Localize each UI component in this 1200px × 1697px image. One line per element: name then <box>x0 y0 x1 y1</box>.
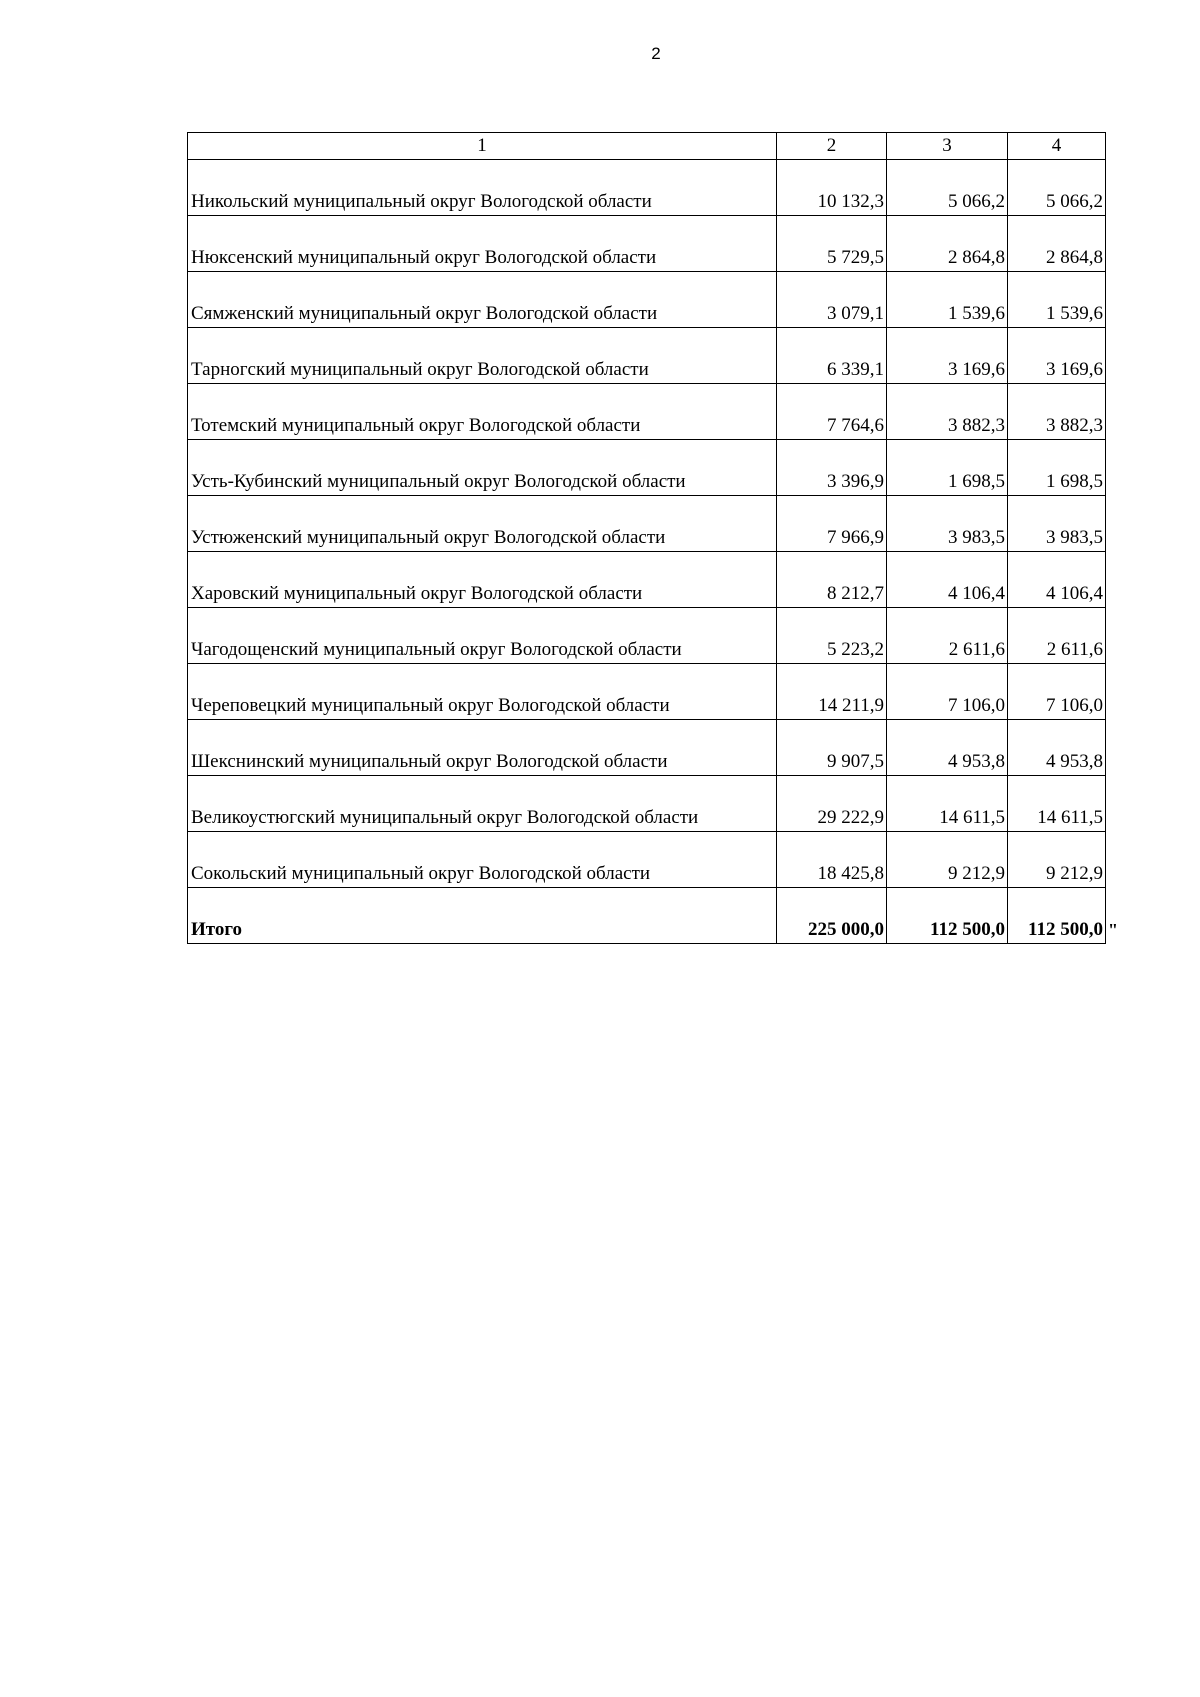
amount-col-3: 5 066,2 <box>887 160 1008 216</box>
allocation-table-container <box>187 132 1106 944</box>
table-row <box>188 664 1106 720</box>
district-name: Харовский муниципальный округ Вологодской области <box>188 552 777 608</box>
amount-col-4: 3 983,5 <box>1008 496 1106 552</box>
amount-col-3: 2 611,6 <box>887 608 1008 664</box>
amount-col-4: 5 066,2 <box>1008 160 1106 216</box>
amount-col-2: 18 425,8 <box>777 832 887 888</box>
amount-col-2: 5 223,2 <box>777 608 887 664</box>
amount-col-4: 4 106,4 <box>1008 552 1106 608</box>
amount-col-3: 1 698,5 <box>887 440 1008 496</box>
district-name: Тарногский муниципальный округ Вологодской области <box>188 328 777 384</box>
allocation-table <box>187 132 1106 944</box>
district-name: Устюженский муниципальный округ Вологодской области <box>188 496 777 552</box>
table-row <box>188 216 1106 272</box>
amount-col-3: 3 882,3 <box>887 384 1008 440</box>
amount-col-4: 7 106,0 <box>1008 664 1106 720</box>
district-name: Нюксенский муниципальный округ Вологодской области <box>188 216 777 272</box>
table-row <box>188 720 1106 776</box>
amount-col-3: 14 611,5 <box>887 776 1008 832</box>
total-col-3: 112 500,0 <box>887 888 1008 944</box>
total-row <box>188 888 1106 944</box>
table-row <box>188 552 1106 608</box>
column-header-1: 1 <box>188 133 777 160</box>
table-row <box>188 384 1106 440</box>
column-header-3: 3 <box>887 133 1008 160</box>
column-header-2: 2 <box>777 133 887 160</box>
amount-col-3: 4 953,8 <box>887 720 1008 776</box>
amount-col-2: 6 339,1 <box>777 328 887 384</box>
district-name: Тотемский муниципальный округ Вологодской области <box>188 384 777 440</box>
amount-col-2: 3 396,9 <box>777 440 887 496</box>
amount-col-4: 1 698,5 <box>1008 440 1106 496</box>
amount-col-3: 9 212,9 <box>887 832 1008 888</box>
table-row <box>188 832 1106 888</box>
amount-col-4: 14 611,5 <box>1008 776 1106 832</box>
amount-col-4: 4 953,8 <box>1008 720 1106 776</box>
table-row <box>188 776 1106 832</box>
table-row <box>188 496 1106 552</box>
amount-col-2: 3 079,1 <box>777 272 887 328</box>
amount-col-2: 7 966,9 <box>777 496 887 552</box>
amount-col-2: 14 211,9 <box>777 664 887 720</box>
district-name: Череповецкий муниципальный округ Вологодской области <box>188 664 777 720</box>
closing-quote-mark: " <box>1108 920 1118 940</box>
amount-col-2: 10 132,3 <box>777 160 887 216</box>
table-row <box>188 272 1106 328</box>
amount-col-2: 7 764,6 <box>777 384 887 440</box>
total-col-4: 112 500,0 <box>1008 888 1106 944</box>
column-header-4: 4 <box>1008 133 1106 160</box>
amount-col-3: 7 106,0 <box>887 664 1008 720</box>
amount-col-3: 3 983,5 <box>887 496 1008 552</box>
district-name: Сямженский муниципальный округ Вологодской области <box>188 272 777 328</box>
district-name: Никольский муниципальный округ Вологодской области <box>188 160 777 216</box>
amount-col-2: 29 222,9 <box>777 776 887 832</box>
amount-col-4: 1 539,6 <box>1008 272 1106 328</box>
amount-col-3: 2 864,8 <box>887 216 1008 272</box>
table-row <box>188 160 1106 216</box>
amount-col-3: 4 106,4 <box>887 552 1008 608</box>
amount-col-4: 2 864,8 <box>1008 216 1106 272</box>
total-label: Итого <box>188 888 777 944</box>
amount-col-2: 9 907,5 <box>777 720 887 776</box>
amount-col-4: 9 212,9 <box>1008 832 1106 888</box>
amount-col-4: 3 882,3 <box>1008 384 1106 440</box>
total-col-2: 225 000,0 <box>777 888 887 944</box>
district-name: Шекснинский муниципальный округ Вологодской области <box>188 720 777 776</box>
district-name: Чагодощенский муниципальный округ Вологодской области <box>188 608 777 664</box>
amount-col-4: 3 169,6 <box>1008 328 1106 384</box>
table-row <box>188 328 1106 384</box>
amount-col-3: 1 539,6 <box>887 272 1008 328</box>
district-name: Великоустюгский муниципальный округ Вологодской области <box>188 776 777 832</box>
table-row <box>188 608 1106 664</box>
amount-col-2: 5 729,5 <box>777 216 887 272</box>
amount-col-4: 2 611,6 <box>1008 608 1106 664</box>
amount-col-2: 8 212,7 <box>777 552 887 608</box>
district-name: Усть-Кубинский муниципальный округ Вологодской области <box>188 440 777 496</box>
amount-col-3: 3 169,6 <box>887 328 1008 384</box>
district-name: Сокольский муниципальный округ Вологодской области <box>188 832 777 888</box>
table-row <box>188 440 1106 496</box>
page-number: 2 <box>651 44 661 63</box>
header-row <box>188 133 1106 160</box>
